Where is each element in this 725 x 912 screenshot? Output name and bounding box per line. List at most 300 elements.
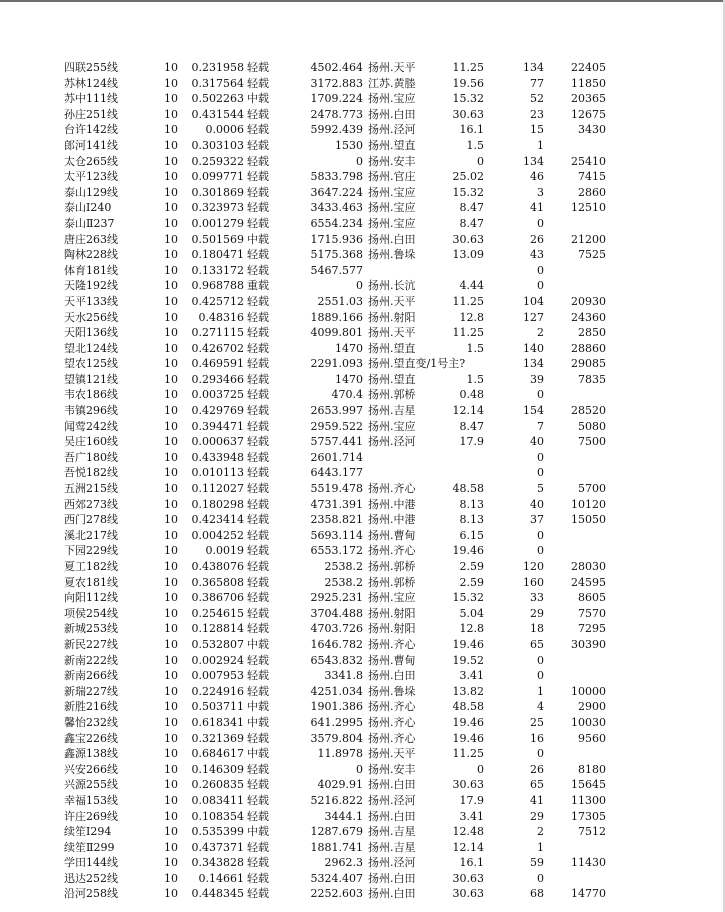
capacity-cell: 5175.368 <box>310 248 363 262</box>
line-name-cell: 迅达252线 <box>64 871 118 885</box>
table-row <box>0 169 725 185</box>
kva-cell: 14770 <box>571 887 606 901</box>
line-name-cell: 望北124线 <box>64 341 118 355</box>
table-row <box>0 715 725 731</box>
count-cell: 46 <box>530 170 544 184</box>
line-name-cell: 夏工182线 <box>64 560 118 573</box>
substation-cell: 扬州.望直变/1号主? <box>368 357 466 371</box>
load-rate-cell: 0.317564 <box>191 76 244 90</box>
substation-cell: 扬州.齐心 <box>368 544 416 558</box>
load-rate-cell: 0.112027 <box>191 482 244 496</box>
substation-cell: 扬州.鲁垛 <box>368 248 416 262</box>
length-cell: 19.56 <box>452 76 484 90</box>
kva-cell: 10030 <box>571 715 606 729</box>
table-row <box>0 543 725 559</box>
load-status-cell: 轻载 <box>247 123 269 137</box>
kva-cell: 20365 <box>571 92 606 106</box>
table-row <box>0 107 725 123</box>
table-row <box>0 699 725 715</box>
voltage-cell: 10 <box>164 856 178 870</box>
substation-cell: 江苏.黄塍 <box>368 76 416 90</box>
load-rate-cell: 0.303103 <box>191 138 244 152</box>
load-status-cell: 轻载 <box>247 185 269 199</box>
capacity-cell: 5833.798 <box>310 170 363 184</box>
length-cell: 8.13 <box>459 513 484 527</box>
load-rate-cell: 0.003725 <box>191 388 244 402</box>
voltage-cell: 10 <box>164 232 178 246</box>
kva-cell: 5080 <box>578 419 606 433</box>
kva-cell: 30390 <box>571 637 606 651</box>
load-rate-cell: 0.618341 <box>191 715 244 729</box>
load-status-cell: 轻载 <box>247 248 269 262</box>
length-cell: 8.47 <box>459 216 484 230</box>
count-cell: 29 <box>530 809 544 823</box>
count-cell: 40 <box>530 497 544 511</box>
line-name-cell: 夏农181线 <box>64 575 118 589</box>
line-name-cell: 望镇121线 <box>64 372 118 386</box>
kva-cell: 7295 <box>578 622 606 636</box>
load-rate-cell: 0.431544 <box>191 107 244 121</box>
count-cell: 59 <box>530 856 544 870</box>
count-cell: 65 <box>530 778 544 792</box>
line-name-cell: 陶林228线 <box>64 248 118 262</box>
capacity-cell: 2551.03 <box>317 294 363 308</box>
capacity-cell: 5992.439 <box>310 123 363 137</box>
kva-cell: 11850 <box>571 76 606 90</box>
voltage-cell: 10 <box>164 450 178 464</box>
voltage-cell: 10 <box>164 466 178 480</box>
load-status-cell: 轻载 <box>247 809 269 823</box>
load-rate-cell: 0.083411 <box>191 793 244 807</box>
load-status-cell: 轻载 <box>247 357 269 371</box>
substation-cell: 扬州.白田 <box>368 107 416 121</box>
count-cell: 5 <box>537 482 544 496</box>
load-status-cell: 轻载 <box>247 341 269 355</box>
count-cell: 154 <box>523 404 544 418</box>
count-cell: 0 <box>537 528 544 542</box>
count-cell: 0 <box>537 871 544 885</box>
length-cell: 1.5 <box>466 372 484 386</box>
load-rate-cell: 0.469591 <box>191 357 244 371</box>
load-rate-cell: 0.128814 <box>191 622 244 636</box>
capacity-cell: 3579.804 <box>310 731 363 745</box>
load-status-cell: 轻载 <box>247 372 269 386</box>
line-name-cell: 项侯254线 <box>64 606 118 620</box>
load-status-cell: 轻载 <box>247 170 269 184</box>
load-status-cell: 轻载 <box>247 591 269 605</box>
line-name-cell: 天隆192线 <box>64 279 118 293</box>
load-status-cell: 轻载 <box>247 138 269 152</box>
voltage-cell: 10 <box>164 107 178 121</box>
length-cell: 3.41 <box>459 669 484 683</box>
length-cell: 8.13 <box>459 497 484 511</box>
load-rate-cell: 0.433948 <box>191 450 244 464</box>
capacity-cell: 1530 <box>335 138 363 152</box>
load-status-cell: 中载 <box>247 715 269 729</box>
table-row <box>0 731 725 747</box>
load-status-cell: 轻载 <box>247 404 269 418</box>
table-row <box>0 76 725 92</box>
load-status-cell: 轻载 <box>247 840 269 854</box>
substation-cell: 扬州.天平 <box>368 294 416 308</box>
table-row <box>0 824 725 840</box>
length-cell: 30.63 <box>452 887 484 901</box>
capacity-cell: 5757.441 <box>310 435 363 449</box>
length-cell: 17.9 <box>459 793 484 807</box>
table-row <box>0 621 725 637</box>
substation-cell: 扬州.安丰 <box>368 154 416 168</box>
line-name-cell: 闻莺242线 <box>64 419 118 433</box>
count-cell: 120 <box>523 560 544 573</box>
substation-cell: 扬州.吉星 <box>368 825 416 839</box>
load-status-cell: 轻载 <box>247 107 269 121</box>
count-cell: 41 <box>530 793 544 807</box>
load-rate-cell: 0.301869 <box>191 185 244 199</box>
kva-cell: 2860 <box>578 185 606 199</box>
count-cell: 7 <box>537 419 544 433</box>
line-name-cell: 苏中111线 <box>64 92 118 106</box>
kva-cell: 28860 <box>571 341 606 355</box>
substation-cell: 扬州.泾河 <box>368 435 416 449</box>
length-cell: 48.58 <box>452 700 484 714</box>
kva-cell: 11430 <box>571 856 606 870</box>
capacity-cell: 2653.997 <box>310 404 363 418</box>
length-cell: 25.02 <box>452 170 484 184</box>
kva-cell: 7835 <box>578 372 606 386</box>
voltage-cell: 10 <box>164 263 178 277</box>
line-name-cell: 新民227线 <box>64 637 118 651</box>
load-status-cell: 轻载 <box>247 653 269 667</box>
table-row <box>0 434 725 450</box>
load-rate-cell: 0.365808 <box>191 575 244 589</box>
load-status-cell: 中载 <box>247 825 269 839</box>
table-row <box>0 575 725 591</box>
substation-cell: 扬州.齐心 <box>368 637 416 651</box>
load-rate-cell: 0.684617 <box>191 747 244 761</box>
load-rate-cell: 0.180298 <box>191 497 244 511</box>
voltage-cell: 10 <box>164 871 178 885</box>
substation-cell: 扬州.白田 <box>368 778 416 792</box>
voltage-cell: 10 <box>164 201 178 215</box>
capacity-cell: 5216.822 <box>310 793 363 807</box>
substation-cell: 扬州.望直 <box>368 372 416 386</box>
line-name-cell: 新南222线 <box>64 653 118 667</box>
capacity-cell: 1889.166 <box>310 310 363 324</box>
count-cell: 26 <box>530 762 544 776</box>
line-name-cell: 泰山Ⅰ240 <box>64 201 112 215</box>
load-status-cell: 轻载 <box>247 216 269 230</box>
length-cell: 13.82 <box>452 684 484 698</box>
kva-cell: 28520 <box>571 404 606 418</box>
count-cell: 39 <box>530 372 544 386</box>
load-status-cell: 轻载 <box>247 528 269 542</box>
count-cell: 127 <box>523 310 544 324</box>
substation-cell: 扬州.官庄 <box>368 170 416 184</box>
length-cell: 19.46 <box>452 637 484 651</box>
kva-cell: 10000 <box>571 684 606 698</box>
capacity-cell: 1715.936 <box>310 232 363 246</box>
voltage-cell: 10 <box>164 560 178 573</box>
count-cell: 15 <box>530 123 544 137</box>
voltage-cell: 10 <box>164 76 178 90</box>
table-row <box>0 528 725 544</box>
substation-cell: 扬州.曹甸 <box>368 528 416 542</box>
table-row <box>0 138 725 154</box>
line-name-cell: 溪北217线 <box>64 528 118 542</box>
kva-cell: 7512 <box>578 825 606 839</box>
kva-cell: 21200 <box>571 232 606 246</box>
load-status-cell: 轻载 <box>247 575 269 589</box>
line-name-cell: 向阳112线 <box>64 591 118 605</box>
length-cell: 11.25 <box>452 747 484 761</box>
count-cell: 1 <box>537 684 544 698</box>
kva-cell: 2850 <box>578 326 606 340</box>
table-row <box>0 91 725 107</box>
count-cell: 0 <box>537 263 544 277</box>
line-name-cell: 新城253线 <box>64 622 118 636</box>
count-cell: 1 <box>537 138 544 152</box>
table-row <box>0 387 725 403</box>
length-cell: 11.25 <box>452 61 484 74</box>
load-rate-cell: 0.133172 <box>191 263 244 277</box>
load-rate-cell: 0.180471 <box>191 248 244 262</box>
line-name-cell: 下园229线 <box>64 544 118 558</box>
count-cell: 68 <box>530 887 544 901</box>
voltage-cell: 10 <box>164 887 178 901</box>
length-cell: 1.5 <box>466 341 484 355</box>
load-rate-cell: 0.000637 <box>191 435 244 449</box>
load-rate-cell: 0.293466 <box>191 372 244 386</box>
length-cell: 12.8 <box>459 310 484 324</box>
voltage-cell: 10 <box>164 388 178 402</box>
table-row <box>0 247 725 263</box>
table-row <box>0 200 725 216</box>
length-cell: 1.5 <box>466 138 484 152</box>
substation-cell: 扬州.射阳 <box>368 606 416 620</box>
table-row <box>0 419 725 435</box>
kva-cell: 5700 <box>578 482 606 496</box>
count-cell: 41 <box>530 201 544 215</box>
capacity-cell: 5519.478 <box>310 482 363 496</box>
substation-cell: 扬州.天平 <box>368 326 416 340</box>
capacity-cell: 4029.91 <box>317 778 363 792</box>
load-rate-cell: 0.448345 <box>191 887 244 901</box>
count-cell: 26 <box>530 232 544 246</box>
count-cell: 2 <box>537 825 544 839</box>
table-row <box>0 606 725 622</box>
capacity-cell: 2601.714 <box>310 450 363 464</box>
length-cell: 0 <box>477 154 484 168</box>
table-row <box>0 465 725 481</box>
load-status-cell: 中载 <box>247 700 269 714</box>
count-cell: 3 <box>537 185 544 199</box>
kva-cell: 2900 <box>578 700 606 714</box>
length-cell: 0 <box>477 762 484 776</box>
load-status-cell: 轻载 <box>247 497 269 511</box>
count-cell: 134 <box>523 154 544 168</box>
kva-cell: 11300 <box>571 793 606 807</box>
voltage-cell: 10 <box>164 419 178 433</box>
load-rate-cell: 0.323973 <box>191 201 244 215</box>
length-cell: 17.9 <box>459 435 484 449</box>
line-name-cell: 兴安266线 <box>64 762 118 776</box>
capacity-cell: 5693.114 <box>310 528 363 542</box>
substation-cell: 扬州.吉星 <box>368 840 416 854</box>
load-status-cell: 轻载 <box>247 294 269 308</box>
kva-cell: 9560 <box>578 731 606 745</box>
count-cell: 104 <box>523 294 544 308</box>
table-row <box>0 278 725 294</box>
load-rate-cell: 0.386706 <box>191 591 244 605</box>
load-rate-cell: 0.001279 <box>191 216 244 230</box>
load-status-cell: 轻载 <box>247 263 269 277</box>
count-cell: 77 <box>530 76 544 90</box>
substation-cell: 扬州.射阳 <box>368 310 416 324</box>
load-rate-cell: 0.394471 <box>191 419 244 433</box>
voltage-cell: 10 <box>164 637 178 651</box>
voltage-cell: 10 <box>164 216 178 230</box>
capacity-cell: 2252.603 <box>310 887 363 901</box>
length-cell: 13.09 <box>452 248 484 262</box>
length-cell: 12.14 <box>452 404 484 418</box>
load-rate-cell: 0.224916 <box>191 684 244 698</box>
voltage-cell: 10 <box>164 591 178 605</box>
count-cell: 4 <box>537 700 544 714</box>
load-status-cell: 轻载 <box>247 326 269 340</box>
voltage-cell: 10 <box>164 762 178 776</box>
substation-cell: 扬州.白田 <box>368 669 416 683</box>
voltage-cell: 10 <box>164 248 178 262</box>
count-cell: 33 <box>530 591 544 605</box>
capacity-cell: 3172.883 <box>310 76 363 90</box>
kva-cell: 29085 <box>571 357 606 371</box>
line-name-cell: 韦镇296线 <box>64 404 118 418</box>
capacity-cell: 1470 <box>335 372 363 386</box>
load-status-cell: 轻载 <box>247 731 269 745</box>
load-status-cell: 轻载 <box>247 871 269 885</box>
load-status-cell: 轻载 <box>247 793 269 807</box>
length-cell: 48.58 <box>452 482 484 496</box>
load-status-cell: 轻载 <box>247 606 269 620</box>
table-row <box>0 668 725 684</box>
table-row <box>0 185 725 201</box>
voltage-cell: 10 <box>164 404 178 418</box>
load-status-cell: 轻载 <box>247 856 269 870</box>
load-rate-cell: 0.503711 <box>191 700 244 714</box>
length-cell: 15.32 <box>452 591 484 605</box>
voltage-cell: 10 <box>164 778 178 792</box>
line-name-cell: 四联255线 <box>64 61 118 74</box>
length-cell: 2.59 <box>459 575 484 589</box>
substation-cell: 扬州.白田 <box>368 871 416 885</box>
load-status-cell: 轻载 <box>247 310 269 324</box>
count-cell: 0 <box>537 279 544 293</box>
load-status-cell: 轻载 <box>247 419 269 433</box>
length-cell: 15.32 <box>452 185 484 199</box>
kva-cell: 15645 <box>571 778 606 792</box>
substation-cell: 扬州.白田 <box>368 232 416 246</box>
substation-cell: 扬州.齐心 <box>368 715 416 729</box>
load-rate-cell: 0.501569 <box>191 232 244 246</box>
line-name-cell: 吾广180线 <box>64 450 118 464</box>
voltage-cell: 10 <box>164 513 178 527</box>
substation-cell: 扬州.白田 <box>368 887 416 901</box>
table-row <box>0 497 725 513</box>
voltage-cell: 10 <box>164 669 178 683</box>
substation-cell: 扬州.宝应 <box>368 201 416 215</box>
length-cell: 30.63 <box>452 871 484 885</box>
capacity-cell: 1470 <box>335 341 363 355</box>
table-row <box>0 232 725 248</box>
load-rate-cell: 0.535399 <box>191 825 244 839</box>
voltage-cell: 10 <box>164 825 178 839</box>
load-status-cell: 中载 <box>247 232 269 246</box>
length-cell: 5.04 <box>459 606 484 620</box>
kva-cell: 7570 <box>578 606 606 620</box>
line-name-cell: 兴源255线 <box>64 778 118 792</box>
line-name-cell: 泰山129线 <box>64 185 118 199</box>
capacity-cell: 6443.177 <box>310 466 363 480</box>
voltage-cell: 10 <box>164 497 178 511</box>
substation-cell: 扬州.齐心 <box>368 482 416 496</box>
line-name-cell: 苏林124线 <box>64 76 118 90</box>
voltage-cell: 10 <box>164 279 178 293</box>
capacity-cell: 4731.391 <box>310 497 363 511</box>
load-status-cell: 轻载 <box>247 76 269 90</box>
voltage-cell: 10 <box>164 528 178 542</box>
load-status-cell: 重载 <box>247 279 269 293</box>
table-row <box>0 403 725 419</box>
capacity-cell: 1709.224 <box>310 92 363 106</box>
table-row <box>0 559 725 575</box>
count-cell: 0 <box>537 544 544 558</box>
voltage-cell: 10 <box>164 372 178 386</box>
table-row <box>0 294 725 310</box>
spreadsheet-table <box>0 60 725 902</box>
table-row <box>0 263 725 279</box>
voltage-cell: 10 <box>164 653 178 667</box>
load-rate-cell: 0.429769 <box>191 404 244 418</box>
voltage-cell: 10 <box>164 715 178 729</box>
table-row <box>0 341 725 357</box>
line-name-cell: 郎河141线 <box>64 138 118 152</box>
table-row <box>0 356 725 372</box>
line-name-cell: 望农125线 <box>64 357 118 371</box>
count-cell: 43 <box>530 248 544 262</box>
substation-cell: 扬州.射阳 <box>368 622 416 636</box>
line-name-cell: 吴庄160线 <box>64 435 118 449</box>
load-rate-cell: 0.48316 <box>198 310 244 324</box>
substation-cell: 扬州.天平 <box>368 747 416 761</box>
capacity-cell: 1881.741 <box>310 840 363 854</box>
count-cell: 2 <box>537 326 544 340</box>
capacity-cell: 3444.1 <box>324 809 363 823</box>
count-cell: 134 <box>523 357 544 371</box>
kva-cell: 22405 <box>571 61 606 74</box>
table-row <box>0 60 725 76</box>
capacity-cell: 3704.488 <box>310 606 363 620</box>
count-cell: 16 <box>530 731 544 745</box>
count-cell: 0 <box>537 653 544 667</box>
capacity-cell: 5324.407 <box>310 871 363 885</box>
length-cell: 8.47 <box>459 201 484 215</box>
capacity-cell: 2538.2 <box>324 560 363 573</box>
capacity-cell: 2962.3 <box>324 856 363 870</box>
load-status-cell: 轻载 <box>247 61 269 74</box>
voltage-cell: 10 <box>164 747 178 761</box>
line-name-cell: 馨怡232线 <box>64 715 118 729</box>
kva-cell: 12675 <box>571 107 606 121</box>
